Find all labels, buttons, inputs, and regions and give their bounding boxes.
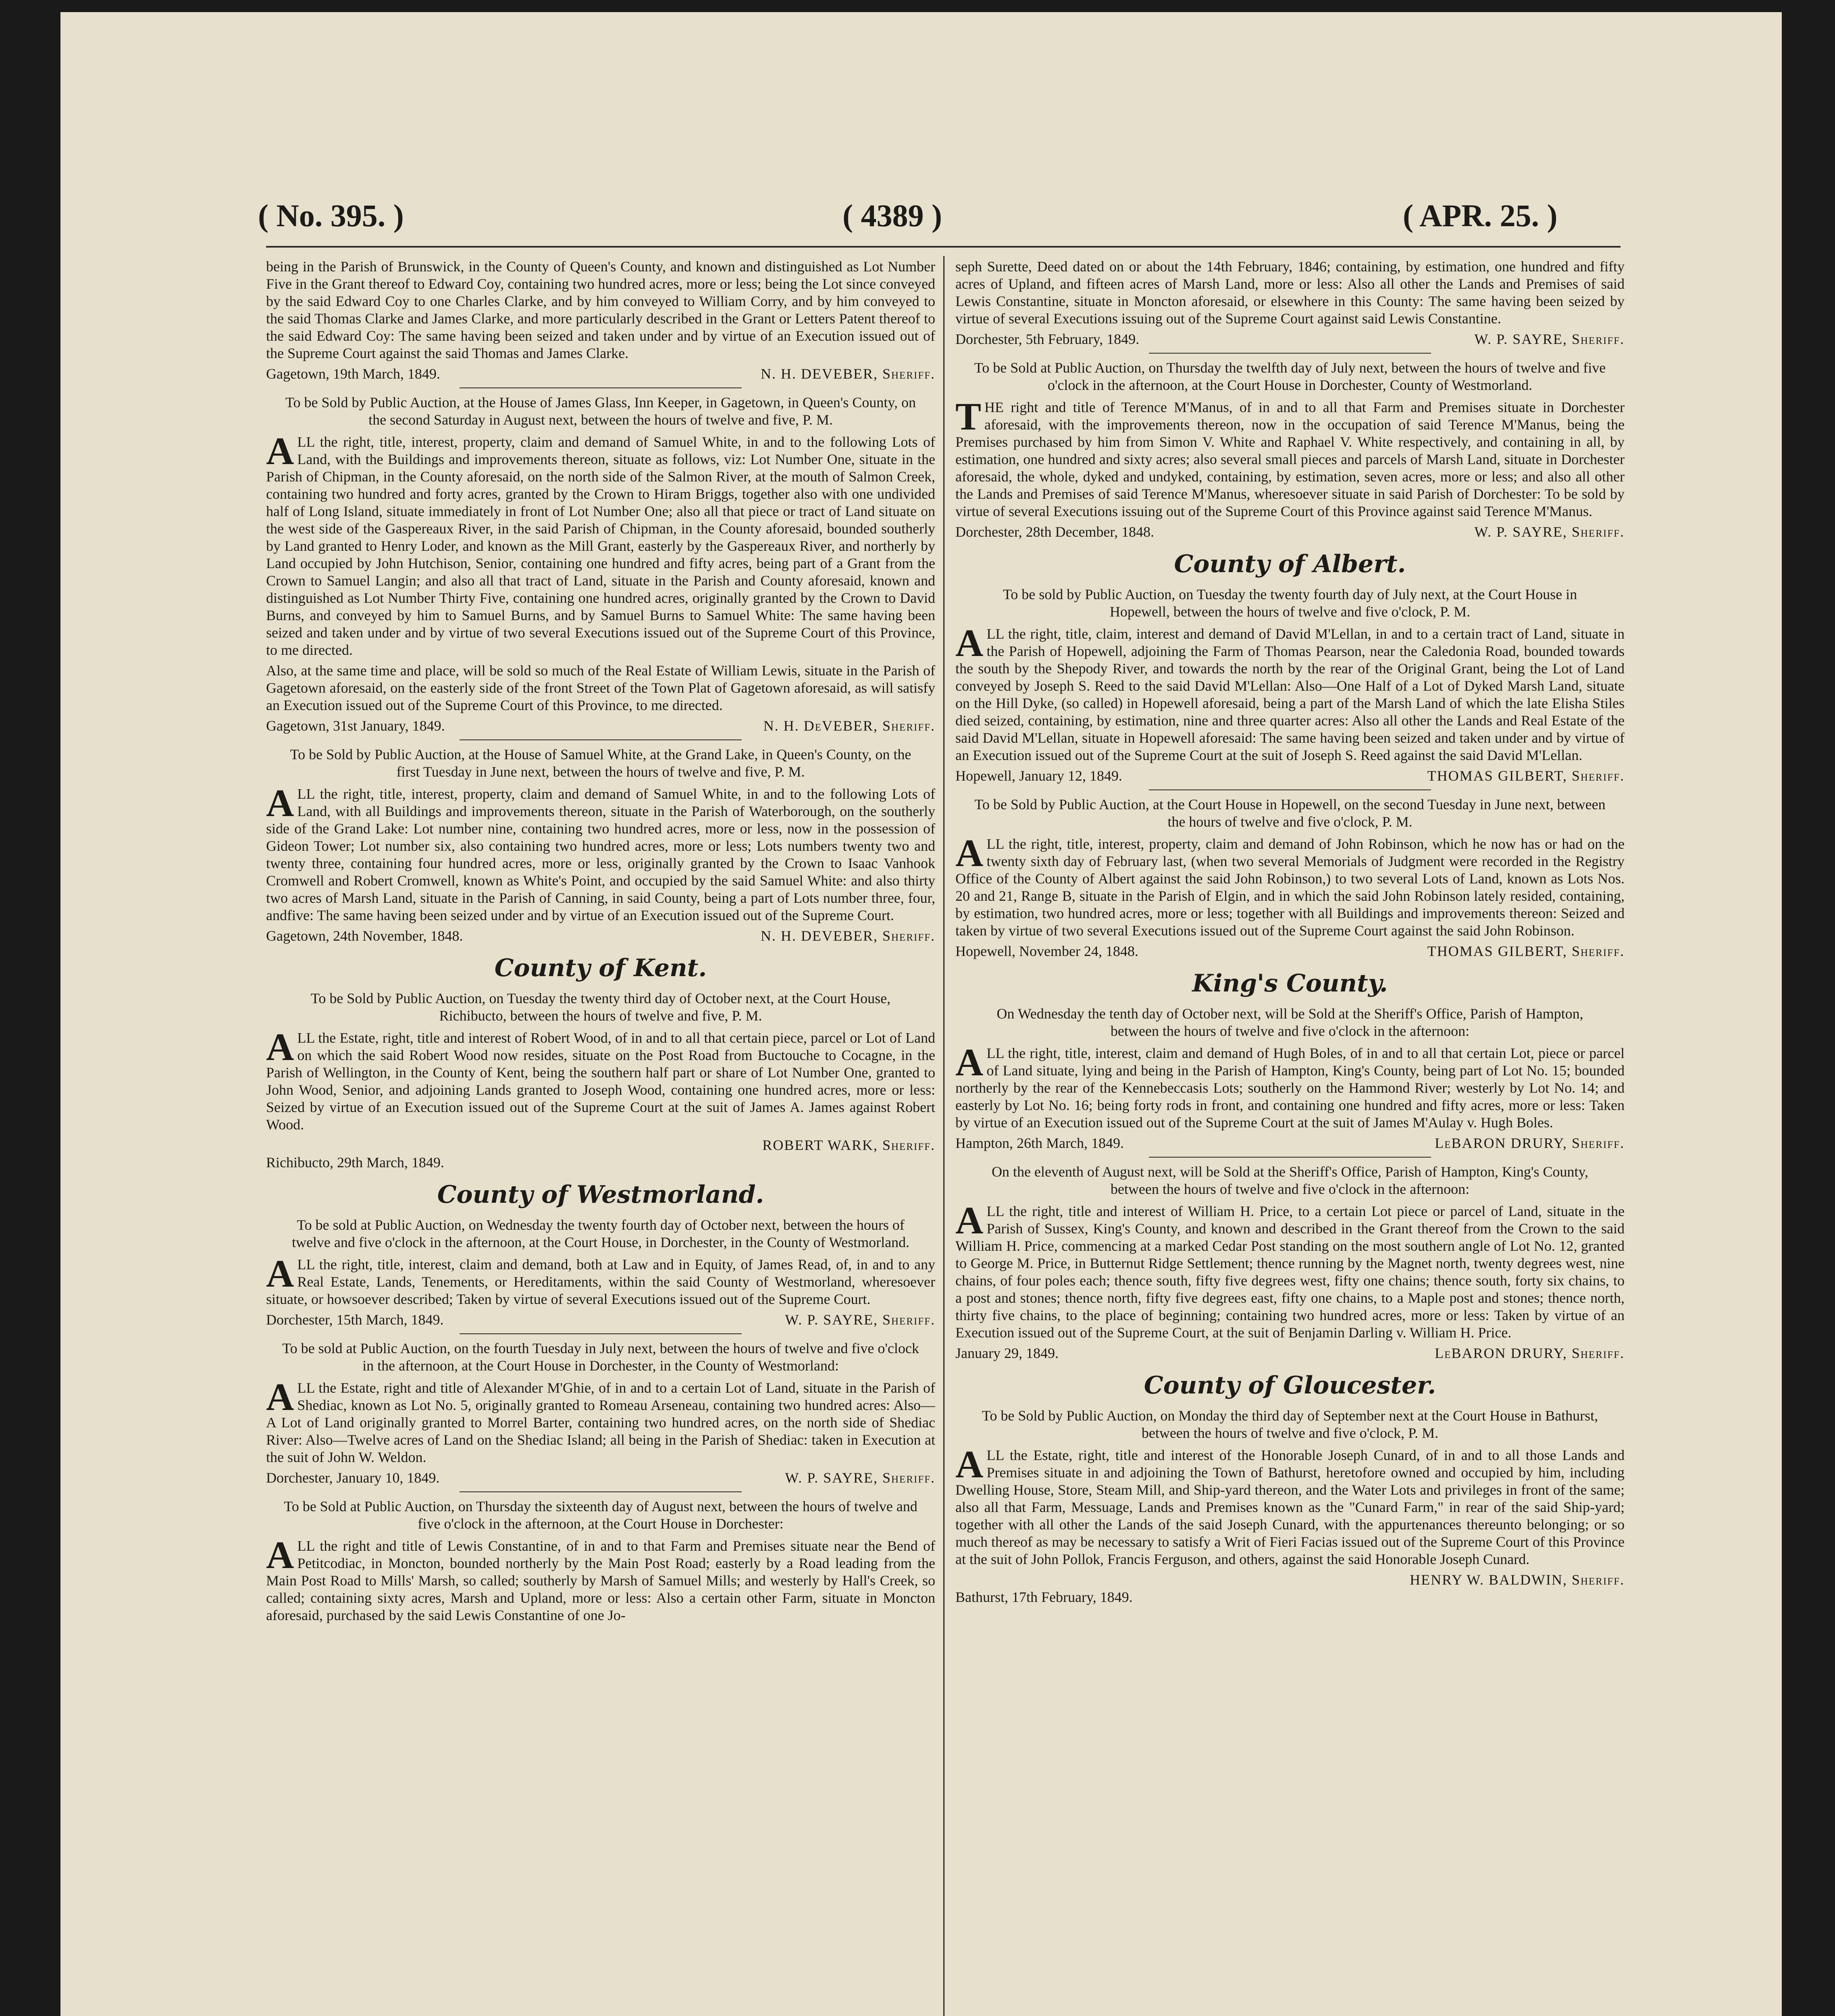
ad-body — [266, 781, 935, 924]
ad-text: LL the right, title, claim, interest and demand of David M'Lellan, in and to a certain tract of Land, situate in the Parish of Hopewell, adjoining the Farm of Thomas Pearson, near the Caledonia Road, bounded towards the south by the Shepody River, and towards the north by the rear of the Original Grant, being the Lot of Land conveyed by Joseph S. Reed to the said David M'Lellan: Also—One Half of a Lot of Dyked Marsh Land, situate on the Hill Dyke, (so called) in Hopewell aforesaid, being a part of the Marsh Land of which the late Elisha Stiles died seized, containing, by estimation, nine and three quarter acres: Also all other the Lands and Real Estate of the said David M'Lellan, situate in Hopewell aforesaid: The same having been seized and taken under and by virtue of an Execution issued out of the Supreme Court at the suit of Joseph S. Reed against the said David M'Lellan. — [955, 626, 1625, 763]
sheriff-name: N. H. DEVEBER, Sheriff. — [760, 928, 935, 944]
ad-text: LL the right, title, interest, property, claim and demand of John Robinson, which he now has or had on the twenty sixth day of February last, (when two several Memorials of Judgment were recorded in the Registry Office of the County of Albert against the said John Robinson,) to two several Lots of Land, known as Lots Nos. 20 and 21, Range B, situate in the Parish of Elgin, and in which the said John Robinson lately resided, containing, by estimation, two hundred acres, more or less; together with all Buildings and improvements thereon: Seized and taken by virtue of two several Executions issued out of the Supreme Court against the said John Robinson. — [955, 836, 1625, 939]
drop-cap: A — [266, 1252, 294, 1295]
ad-intro: To be sold at Public Auction, on the fourth Tuesday in July next, between the hours of twelve and five o'clock in the afternoon, at the Court House in Dorchester, in the County of Westmorland: — [282, 1340, 919, 1374]
ad-text: LL the right, title, interest, property, claim and demand of Samuel White, in and to the following Lots of Land, with the Buildings and improvements thereon, situate as follows, viz: Lot Number One, situate in the Parish of Chipman, in the County aforesaid, on the north side of the Salmon River, at the mouth of Salmon Creek, containing two hundred and forty acres, granted by the Crown to Hiram Briggs, together also with one undivided half of Long Island, situate immediately in front of Lot Number One; also all that piece or tract of Land situate on the west side of the Gaspereaux River, in the said Parish of Chipman, in the County aforesaid, bounded southerly by Land granted to Henry Loder, and known as the Mill Grant, easterly by the Gaspereaux River, and northerly by Land occupied by John Hutchison, Senior, containing one hundred and fifty acres, being part of a Grant from the Crown to Samuel Langin; and also all that tract of Land, situate in the Parish and County aforesaid, known and distinguished as Lot Number Thirty Five, containing one hundred acres, originally granted by the Crown to David Burns, and conveyed by him to Samuel Burns, and by Samuel Burns to Samuel White: The same having been seized and taken under and by virtue of two several Executions issued out of the Supreme Court of this Province, to me directed. — [266, 434, 935, 658]
sheriff-name: ROBERT WARK, Sheriff. — [762, 1137, 935, 1153]
drop-cap: A — [955, 1443, 984, 1486]
ad-intro: On the eleventh of August next, will be Sold at the Sheriff's Office, Parish of Hampton, King's County, between the hours of twelve and five o'clock in the afternoon: — [991, 1164, 1589, 1197]
dateline: Hampton, 26th March, 1849. — [955, 1135, 1124, 1151]
advertisement — [266, 990, 935, 1171]
signature-line — [955, 1345, 1625, 1362]
advertisement — [266, 1498, 935, 1624]
signature-line — [955, 943, 1625, 960]
signature-line — [266, 927, 935, 945]
sheriff-name: W. P. SAYRE, Sheriff. — [785, 1312, 935, 1328]
advertisement — [955, 586, 1625, 785]
ad-body — [266, 1533, 935, 1624]
separator-rule — [460, 739, 742, 740]
newspaper-page — [60, 12, 1782, 2016]
ad-intro: To be Sold by Public Auction, at the House of James Glass, Inn Keeper, in Gagetown, in Queen's County, on the second Saturday in August next, between the hours of twelve and five, P. M. — [285, 394, 916, 428]
dateline: Gagetown, 19th March, 1849. — [266, 366, 440, 382]
signature-line — [955, 1571, 1625, 1589]
ad-text: HE right and title of Terence M'Manus, of in and to all that Farm and Premises situate in Dorchester aforesaid, with the improvements thereon, now in the occupation of said Terence M'Manus, being the Premises purchased by him from Simon V. White and Raphael V. White respectively, and containing in all, by estimation, one hundred and sixty acres; also several small pieces and parcels of Marsh Land, situate in Dorchester aforesaid, the whole, dyked and undyked, containing, by estimation, seven acres, more or less; and also all other the Lands and Premises of said Terence M'Manus, wheresoever situate in said Parish of Dorchester: To be sold by virtue of several Executions issuing out of the Supreme Court of this Province against said Terence M'Manus. — [955, 399, 1625, 519]
sheriff-name: N. H. DEVEBER, Sheriff. — [760, 366, 935, 382]
ad-text: being in the Parish of Brunswick, in the County of Queen's County, and known and distinguished as Lot Number Five in the Grant thereof to Edward Coy, containing two hundred acres, more or less; being the Lot since conveyed by the said Edward Coy to one Charles Clarke, and by him conveyed to William Corry, and by him conveyed to the said Thomas Clarke and James Clarke, and more particularly described in the Grant or Letters Patent thereof to the said Edward Coy: The same having been seized and taken under and by virtue of an Execution issued out of the Supreme Court against the said Thomas and James Clarke. — [266, 258, 935, 361]
ad-intro: To be sold at Public Auction, on Wednesday the twenty fourth day of October next, between the hours of twelve and five o'clock in the afternoon, at the Court House, in Dorchester, in the County of Westmorland. — [291, 1217, 910, 1250]
ad-intro: To be Sold by Public Auction, at the Court House in Hopewell, on the second Tuesday in June next, between the hours of twelve and five o'clock, P. M. — [974, 796, 1606, 830]
sheriff-name: LeBARON DRURY, Sheriff. — [1435, 1135, 1625, 1151]
signature-line — [266, 1137, 935, 1154]
left-column — [266, 258, 935, 2016]
advertisement — [955, 359, 1625, 541]
signature-line — [266, 1469, 935, 1487]
ad-intro: To be Sold by Public Auction, at the House of Samuel White, at the Grand Lake, in Queen's County, on the first Tuesday in June next, between the hours of twelve and five, P. M. — [290, 746, 911, 780]
dateline: Hopewell, January 12, 1849. — [955, 768, 1122, 784]
ad-text: LL the right, title, interest, claim and demand, both at Law and in Equity, of James Read, of, in and to any Real Estate, Lands, Tenements, or Hereditaments, within the said County of Westmorland, wheresoever situate, or howsoever described; Taken by virtue of several Executions issued out of the Supreme Court. — [266, 1256, 935, 1307]
advertisement — [266, 258, 935, 383]
county-heading: King's County. — [1192, 969, 1388, 998]
drop-cap: A — [955, 831, 984, 875]
sheriff-name: W. P. SAYRE, Sheriff. — [1474, 524, 1625, 540]
ad-body — [955, 1199, 1625, 1341]
ad-text: LL the Estate, right, title and interest of Robert Wood, of in and to all that certain piece, parcel or Lot of Land on which the said Robert Wood now resides, situate on the Post Road from Buctouche to Cocagne, in the Parish of Wellington, in the County of Kent, being the southern half part or share of Lot Number One, granted to John Wood, Senior, and adjoining Lands granted to Joseph Wood, containing one hundred acres, more or less: Seized by virtue of an Execution issued out of the Supreme Court at the suit of James A. James against Robert Wood. — [266, 1030, 935, 1133]
ad-text: seph Surette, Deed dated on or about the 14th February, 1846; containing, by estimation, one hundred and fifty acres of Upland, and fifteen acres of Marsh Land, more or less: Also all other the Lands and Premises of said Lewis Constantine, situate in Moncton aforesaid, or elsewhere in this County: The same having been seized by virtue of several Executions issuing out of the Supreme Court against said Lewis Constantine. — [955, 258, 1625, 327]
separator-rule — [460, 1333, 742, 1334]
dateline: January 29, 1849. — [955, 1345, 1059, 1361]
county-heading: County of Kent. — [494, 954, 707, 982]
advertisement — [266, 1216, 935, 1329]
county-heading: County of Gloucester. — [1144, 1371, 1436, 1400]
advertisement — [266, 394, 935, 735]
ad-body — [955, 621, 1625, 764]
ad-body — [266, 1025, 935, 1133]
drop-cap: A — [955, 1041, 984, 1084]
county-heading: County of Westmorland. — [437, 1181, 764, 1209]
ad-body — [955, 831, 1625, 939]
signature-line — [266, 717, 935, 735]
ad-text: LL the right, title, interest, claim and demand of Hugh Boles, of in and to all that certain Lot, piece or parcel of Land situate, lying and being in the Parish of Hampton, King's County, being part of Lot No. 15; bounded northerly by the rear of the Kennebeccasis Lots; southerly on the Hammond River; westerly by Lot No. 14; and easterly by Lot No. 16; being forty rods in front, and containing one hundred and fifty acres, more or less: Taken by virtue of an Execution issued out of the Supreme Court at the suit of James M'Aulay v. Hugh Boles. — [955, 1045, 1625, 1131]
separator-rule — [460, 387, 742, 388]
advertisement — [955, 1163, 1625, 1362]
drop-cap: A — [266, 1375, 294, 1418]
drop-cap: T — [955, 395, 982, 438]
ad-text: LL the Estate, right and title of Alexander M'Ghie, of in and to a certain Lot of Land, situate in the Parish of Shediac, known as Lot No. 5, originally granted to Romeau Arseneau, containing two hundred acres: Also—A Lot of Land originally granted to Morrel Barter, containing two hundred acres, on the north side of Shediac River: Also—Twelve acres of Land on the Shediac Island; all being in the Parish of Shediac: taken in Execution at the suit of John W. Weldon. — [266, 1380, 935, 1465]
drop-cap: A — [955, 621, 984, 664]
ad-intro: On Wednesday the tenth day of October next, will be Sold at the Sheriff's Office, Parish of Hampton, between the hours of twelve and five o'clock in the afternoon: — [997, 1006, 1583, 1039]
dateline: Gagetown, 24th November, 1848. — [266, 928, 463, 944]
ad-body — [266, 1252, 935, 1308]
drop-cap: A — [266, 429, 294, 473]
ad-body — [955, 1443, 1625, 1568]
signature-line — [955, 523, 1625, 541]
ad-intro: To be Sold at Public Auction, on Thursday the twelfth day of July next, between the hours of twelve and five o'clock in the afternoon, at the Court House in Dorchester, County of Westmorland. — [974, 360, 1606, 393]
drop-cap: A — [266, 781, 294, 825]
sheriff-name: HENRY W. BALDWIN, Sheriff. — [1410, 1572, 1625, 1588]
dateline: Dorchester, 5th February, 1849. — [955, 331, 1140, 347]
drop-cap: A — [266, 1025, 294, 1068]
separator-rule — [1149, 789, 1431, 790]
advertisement — [955, 1005, 1625, 1152]
signature-line — [955, 1135, 1625, 1152]
sheriff-name: THOMAS GILBERT, Sheriff. — [1427, 943, 1625, 959]
dateline: Gagetown, 31st January, 1849. — [266, 718, 445, 734]
sheriff-name: W. P. SAYRE, Sheriff. — [785, 1470, 935, 1486]
signature-line — [266, 1311, 935, 1329]
ad-text: LL the right and title of Lewis Constantine, of in and to that Farm and Premises situate near the Bend of Petitcodiac, in Moncton, bounded northerly by the Main Post Road; easterly by a Road leading from the Main Post Road to Mills' Marsh, so called; southerly by Marsh of Samuel Mills; and westerly by Hall's Creek, so called; containing sixty acres, Marsh and Upland, more or less: Also a certain other Farm, situate in Moncton aforesaid, purchased by the said Lewis Constantine of one Jo- — [266, 1538, 935, 1623]
county-heading: County of Albert. — [1174, 550, 1406, 578]
ad-body — [266, 258, 935, 362]
dateline: Dorchester, 15th March, 1849. — [266, 1312, 444, 1328]
signature-line — [955, 767, 1625, 785]
ad-body — [955, 1041, 1625, 1131]
sheriff-name: N. H. DeVEBER, Sheriff. — [763, 718, 935, 734]
ad-intro: To be Sold by Public Auction, on Monday the third day of September next at the Court House in Bathurst, between the hours of twelve and five o'clock, P. M. — [982, 1408, 1598, 1441]
ad-text: LL the Estate, right, title and interest of the Honorable Joseph Cunard, of in and to all those Lands and Premises situate in and adjoining the Town of Bathurst, heretofore owned and occupied by him, including Dwelling House, Store, Steam Mill, and Ship-yard thereon, and the Water Lots and privileges in front of the same; also all that Farm, Messuage, Lands and Premises known as the "Cunard Farm," in rear of the said Ship-yard; together with all other the Lands of the said Joseph Cunard, with the appurtenances thereunto belonging; or so much thereof as may be necessary to satisfy a Writ of Fieri Facias issued out of the Supreme Court of this Province at the suit of John Pollok, Francis Ferguson, and others, against the said Honorable Joseph Cunard. — [955, 1447, 1625, 1567]
ad-text: LL the right, title and interest of William H. Price, to a certain Lot piece or parcel of Land, situate in the Parish of Sussex, King's County, and known and described in the Grant thereof from the Crown to the said William H. Price, commencing at a marked Cedar Post standing on the most southern angle of Lot No. 12, granted to George M. Price, in Butternut Ridge Settlement; thence running by the Magnet north, twenty degrees west, nine chains, of four poles each; thence south, fifty five degrees west, fifty one chains; thence south, forty six chains, to a post and stones; thence north, fifty five degrees east, fifty one chains, to a Maple post and stones; thence north, thirty five chains, to the place of beginning; containing two hundred acres, more or less: Taken by virtue of an Execution issued out of the Supreme Court, at the suit of Benjamin Darling v. William H. Price. — [955, 1203, 1625, 1341]
drop-cap: A — [955, 1199, 984, 1242]
separator-rule — [1149, 1157, 1431, 1158]
advertisement — [955, 258, 1625, 348]
advertisement — [266, 746, 935, 945]
header-rule — [266, 246, 1621, 248]
ad-also: Also, at the same time and place, will be sold so much of the Real Estate of William Lewis, situate in the Parish of Gagetown aforesaid, on the easterly side of the front Street of the Town Plat of Gagetown aforesaid, as will satisfy an Execution issued out of the Supreme Court of this Province, to me directed. — [266, 662, 935, 713]
issue-number: ( No. 395. ) — [258, 198, 404, 233]
ad-text: LL the right, title, interest, property, claim and demand of Samuel White, in and to the following Lots of Land, with all Buildings and improvements thereon, situate in the Parish of Waterborough, on the southerly side of the Grand Lake: Lot number nine, containing two hundred acres, more or less, now in the possession of Gideon Tower; Lot number six, also containing two hundred acres, more or less; Lots numbers twenty two and twenty three, containing four hundred acres, more or less, originally granted by the Crown to Isaac Vanhook Cromwell and Robert Cromwell, known as White's Point, and occupied by the said Samuel White: and also thirty two acres of Marsh Land, situate in the Parish of Canning, in said County, being a part of Lots number three, four, andfive: The same having been seized under and by virtue of an Execution issued out of the Supreme Court. — [266, 786, 935, 923]
sheriff-name: W. P. SAYRE, Sheriff. — [1474, 331, 1625, 347]
ad-intro: To be sold by Public Auction, on Tuesday the twenty fourth day of July next, at the Court House in Hopewell, between the hours of twelve and five o'clock, P. M. — [1003, 586, 1577, 620]
ad-body — [266, 429, 935, 659]
ad-body — [955, 395, 1625, 520]
separator-rule — [460, 1491, 742, 1492]
ad-intro: To be Sold by Public Auction, on Tuesday the twenty third day of October next, at the Court House, Richibucto, between the hours of twelve and five, P. M. — [310, 990, 891, 1024]
drop-cap: A — [266, 1533, 294, 1577]
dateline: Dorchester, 28th December, 1848. — [955, 524, 1154, 540]
issue-date: ( APR. 25. ) — [1403, 198, 1558, 233]
ad-intro: To be Sold at Public Auction, on Thursday the sixteenth day of August next, between the hours of twelve and five o'clock in the afternoon, at the Court House in Dorchester: — [284, 1498, 918, 1532]
dateline: Richibucto, 29th March, 1849. — [266, 1154, 444, 1170]
advertisement — [955, 796, 1625, 960]
column-divider — [943, 256, 945, 2016]
ad-body — [266, 1375, 935, 1466]
advertisement — [266, 1340, 935, 1487]
advertisement — [955, 1407, 1625, 1606]
separator-rule — [1149, 353, 1431, 354]
page-number: ( 4389 ) — [843, 198, 942, 233]
ad-body — [955, 258, 1625, 327]
dateline: Dorchester, January 10, 1849. — [266, 1470, 440, 1486]
right-column — [955, 258, 1625, 2016]
dateline: Bathurst, 17th February, 1849. — [955, 1589, 1133, 1605]
dateline: Hopewell, November 24, 1848. — [955, 943, 1138, 959]
sheriff-name: LeBARON DRURY, Sheriff. — [1435, 1345, 1625, 1361]
signature-line — [266, 365, 935, 383]
page-content — [250, 190, 1633, 2016]
sheriff-name: THOMAS GILBERT, Sheriff. — [1427, 768, 1625, 784]
signature-line — [955, 331, 1625, 348]
